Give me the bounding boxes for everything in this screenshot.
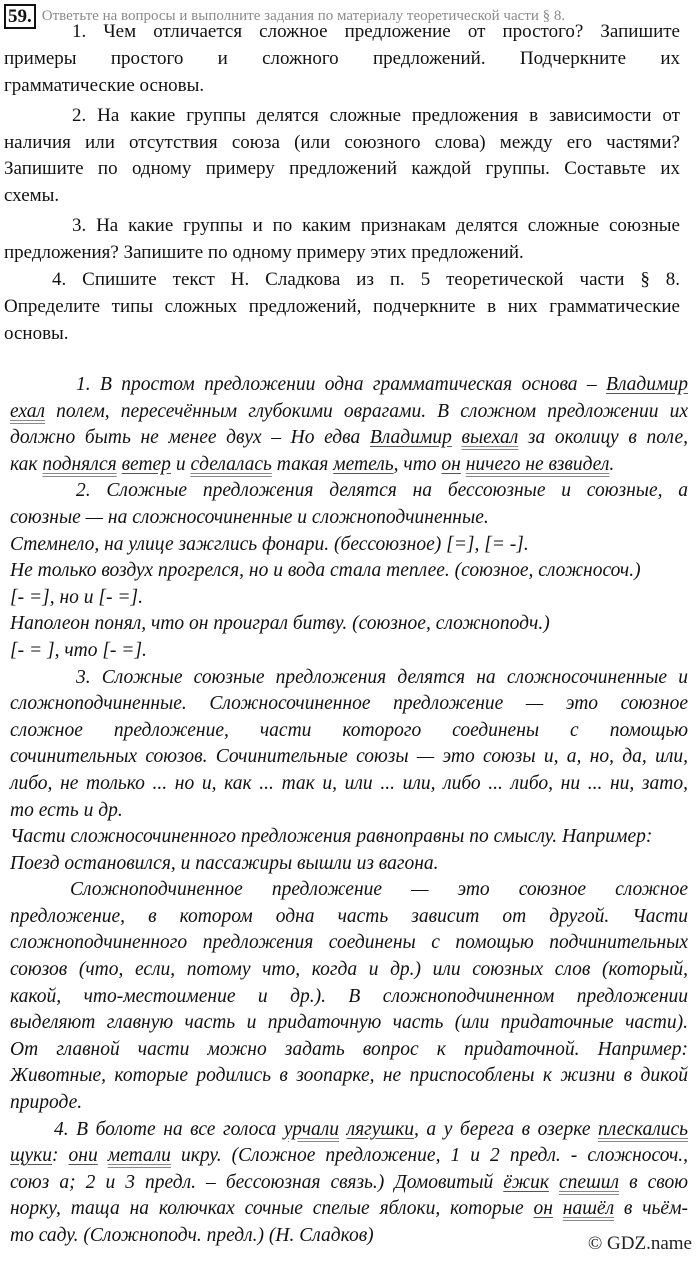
text-segment bbox=[339, 1119, 347, 1140]
text-segment: за околицу в поле, bbox=[518, 427, 689, 449]
text-segment: либо, не только ... но и, как ... так и, или ... или, либо ... либо, ни ... ни, зато, bbox=[10, 772, 688, 794]
answer-line bbox=[10, 957, 688, 984]
answer-line bbox=[10, 1063, 688, 1090]
subject-underlined: ветер bbox=[121, 453, 171, 475]
answer-line bbox=[10, 425, 688, 452]
watermark: © GDZ.name bbox=[587, 1233, 692, 1254]
answer-line bbox=[10, 718, 688, 745]
text-segment: сложноподчиненного предложения соединены с помощью подчинительных bbox=[10, 932, 688, 954]
text-segment: союз а; 2 и 3 предл. – бессоюзная связь.) Домовитый bbox=[10, 1171, 504, 1193]
text-segment: 1. В простом предложении одна грамматическая основа – bbox=[76, 374, 607, 395]
subject-underlined: он bbox=[533, 1198, 553, 1220]
predicate-underlined: поднялся bbox=[42, 453, 117, 475]
text-segment: то саду. (Сложноподч. предл.) (Н. Сладков) bbox=[10, 1225, 374, 1246]
task-line: предложения? Запишите по одному примеру этих предложений. bbox=[4, 242, 524, 264]
subject-underlined: ёжик bbox=[503, 1171, 549, 1193]
subject-underlined: метель bbox=[333, 453, 394, 475]
answer-line bbox=[10, 505, 688, 532]
text-segment: как bbox=[10, 453, 43, 475]
task-list bbox=[4, 19, 680, 348]
subject-underlined: он bbox=[441, 453, 461, 475]
answer-line bbox=[10, 1143, 688, 1170]
predicate-underlined: плескались bbox=[598, 1118, 688, 1140]
answer-line bbox=[10, 824, 688, 851]
exercise-number: 59. bbox=[4, 4, 36, 29]
subject-underlined: Владимир bbox=[369, 427, 452, 449]
text-segment: сочинительных союзов. Сочинительные союзы — это союзы и, а, но, да, или, bbox=[10, 746, 688, 768]
predicate-underlined: ехал bbox=[10, 400, 46, 422]
answer-line bbox=[10, 372, 688, 399]
answer-line bbox=[10, 665, 688, 692]
answer-line bbox=[10, 1037, 688, 1064]
text-segment: в чьём- bbox=[614, 1198, 689, 1220]
answer-line bbox=[10, 585, 688, 612]
text-segment: 3. Сложные союзные предложения делятся на сложносочиненные и bbox=[76, 666, 688, 688]
answer-line bbox=[10, 771, 688, 798]
text-segment: Не только воздух прогрелся, но и вода стала теплее. (союзное, сложносоч.) bbox=[10, 560, 641, 582]
text-segment: предложение, в котором одна часть зависит от другой. Части bbox=[10, 905, 688, 927]
text-segment: : bbox=[52, 1145, 69, 1167]
task-line: 2. На какие группы делятся сложные предложения в зависимости от bbox=[72, 104, 680, 126]
text-segment bbox=[553, 1198, 563, 1219]
answer-line bbox=[10, 744, 688, 771]
text-segment: Наполеон понял, что он проиграл битву. (союзное, сложноподч.) bbox=[10, 613, 550, 635]
text-segment: Поезд остановился, и пассажиры вышли из вагона. bbox=[10, 852, 439, 874]
text-segment: такая bbox=[271, 453, 334, 475]
answer-line bbox=[10, 1170, 688, 1197]
answer-line bbox=[10, 1196, 688, 1223]
answer-line bbox=[10, 904, 688, 931]
text-segment: и bbox=[170, 453, 191, 475]
predicate-underlined: ничего не взвидел bbox=[465, 453, 610, 475]
answer-line bbox=[10, 478, 688, 505]
text-segment: Стемнело, на улице зажглись фонари. (бессоюзное) [=], [= -]. bbox=[10, 533, 529, 555]
text-segment: какой, что-местоимение и др.). В сложноподчиненном предложении bbox=[10, 985, 688, 1007]
predicate-underlined: сделалась bbox=[190, 453, 272, 475]
text-segment: , что bbox=[393, 453, 442, 475]
text-segment: Сложноподчиненное предложение — это союзное сложное bbox=[70, 879, 688, 901]
text-segment: икру. (Сложное предложение, 1 и 2 предл. - сложносоч., bbox=[170, 1145, 689, 1167]
text-segment: Части сложносочиненного предложения равноправны по смыслу. Например: bbox=[10, 826, 653, 848]
text-segment: , а у берега в озерке bbox=[413, 1118, 599, 1140]
task-line: схемы. bbox=[4, 185, 60, 207]
subject-underlined: щуки bbox=[10, 1145, 52, 1167]
answer-line bbox=[10, 452, 688, 479]
text-segment: в свою bbox=[619, 1171, 689, 1193]
answer-line bbox=[10, 611, 688, 638]
answer-line bbox=[10, 930, 688, 957]
answer-line bbox=[10, 1090, 688, 1117]
task-line: грамматические основы. bbox=[4, 74, 205, 96]
subject-underlined: Владимир bbox=[606, 374, 688, 395]
text-segment: то есть и др. bbox=[10, 799, 123, 821]
answer-line bbox=[10, 558, 688, 585]
text-segment: союзов (что, если, потому что, когда и др.) или союзных слов (который, bbox=[10, 959, 688, 981]
exercise-instruction: Ответьте на вопросы и выполните задания по материалу теоретической части § 8. bbox=[41, 8, 566, 24]
text-segment: должно быть не менее двух – Но едва bbox=[10, 427, 370, 449]
text-segment bbox=[549, 1172, 559, 1193]
answer-line bbox=[10, 984, 688, 1011]
text-segment: . bbox=[609, 453, 615, 475]
text-segment: сложноподчиненные. Сложносочиненное предложение — это союзное bbox=[10, 693, 688, 715]
task-line: наличия или отсутствия союза (или союзного слова) между его частями? bbox=[4, 131, 680, 153]
text-segment: От главной части можно задать вопрос к придаточной. Например: bbox=[10, 1038, 688, 1060]
answer-line bbox=[10, 1223, 688, 1250]
answer-line bbox=[10, 1117, 688, 1144]
text-segment: [- = ], что [- =]. bbox=[10, 639, 147, 661]
answer-line bbox=[10, 691, 688, 718]
answer-text bbox=[10, 372, 688, 1250]
task-line: 4. Спишите текст Н. Сладкова из п. 5 теоретической части § 8. bbox=[52, 269, 680, 291]
answer-line bbox=[10, 532, 688, 559]
text-segment bbox=[98, 1145, 108, 1166]
answer-line bbox=[10, 1010, 688, 1037]
text-segment: норку, таща на колючках сочные спелые яблоки, которые bbox=[10, 1198, 534, 1220]
answer-line bbox=[10, 798, 688, 825]
subject-underlined: они bbox=[68, 1145, 98, 1167]
predicate-underlined: выехал bbox=[461, 427, 519, 449]
text-segment: природе. bbox=[10, 1092, 83, 1114]
text-segment: Животные, которые родились в зоопарке, не приспособлены к жизни в дикой bbox=[10, 1065, 688, 1087]
predicate-underlined: нашёл bbox=[562, 1198, 615, 1220]
text-segment: полем, пересечённым глубокими оврагами. В сложном предложении их bbox=[45, 400, 688, 422]
task-line: примеры простого и сложного предложений. Подчеркните их bbox=[4, 47, 680, 69]
answer-line bbox=[10, 638, 688, 665]
text-segment bbox=[452, 427, 462, 448]
predicate-underlined: метали bbox=[107, 1145, 171, 1167]
task-line: основы. bbox=[4, 322, 69, 344]
text-segment: [- =], но и [- =]. bbox=[10, 586, 143, 608]
predicate-underlined: урчали bbox=[283, 1118, 340, 1140]
text-segment: выделяют главную часть и придаточную часть (или придаточные части). bbox=[10, 1012, 688, 1034]
answer-line bbox=[10, 877, 688, 904]
answer-line bbox=[10, 399, 688, 426]
predicate-underlined: спешил bbox=[559, 1171, 620, 1193]
answer-line bbox=[10, 851, 688, 878]
task-line: Запишите по одному примеру предложений каждой группы. Составьте их bbox=[4, 158, 680, 180]
text-segment: сложное предложение, части которого соединены с помощью bbox=[10, 719, 688, 741]
task-line: Определите типы сложных предложений, подчеркните в них грамматические bbox=[4, 295, 680, 317]
text-segment: 2. Сложные предложения делятся на бессоюзные и союзные, а bbox=[76, 480, 688, 502]
task-line: 1. Чем отличается сложное предложение от простого? Запишите bbox=[72, 21, 680, 42]
text-segment: союзные — на сложносочиненные и сложноподчиненные. bbox=[10, 506, 489, 528]
subject-underlined: лягушки bbox=[346, 1118, 414, 1140]
task-line: 3. На какие группы и по каким признакам делятся сложные союзные bbox=[72, 215, 680, 237]
text-segment: 4. В болоте на все голоса bbox=[54, 1118, 284, 1140]
